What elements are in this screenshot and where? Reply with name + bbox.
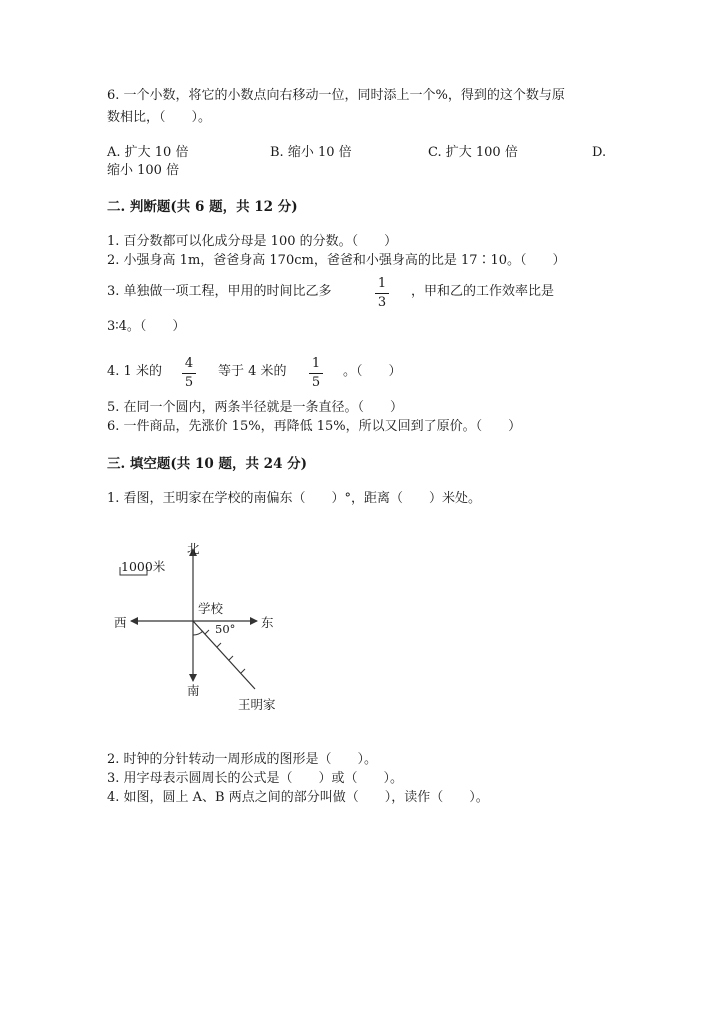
fill-q2: 2. 时钟的分针转动一周形成的图形是（ ）。 bbox=[107, 752, 378, 767]
fraction-denominator: 3 bbox=[377, 295, 387, 310]
judge-q6: 6. 一件商品，先涨价 15%，再降低 15%，所以又回到了原价。（ ） bbox=[107, 419, 522, 434]
fraction-denominator: 5 bbox=[311, 375, 321, 390]
judge-q4-fraction-2 bbox=[308, 356, 324, 391]
distance-ticks bbox=[205, 630, 245, 673]
fill-q4: 4. 如图，圆上 A、B 两点之间的部分叫做（ ），读作（ ）。 bbox=[107, 790, 489, 805]
judge-q4-before: 4. 1 米的 bbox=[107, 364, 162, 379]
fraction-bar bbox=[182, 373, 196, 374]
judge-q4-fraction-1 bbox=[181, 356, 197, 391]
fraction-denominator: 5 bbox=[184, 375, 194, 390]
fraction-bar bbox=[309, 373, 323, 374]
school-label: 学校 bbox=[198, 601, 224, 616]
q6-stem-line2: 数相比，（ ）。 bbox=[107, 110, 212, 125]
south-label: 南 bbox=[187, 683, 200, 698]
home-label: 王明家 bbox=[238, 697, 276, 712]
fill-q1: 1. 看图，王明家在学校的南偏东（ ）°，距离（ ）米处。 bbox=[107, 491, 482, 506]
scale-label: 1000米 bbox=[121, 559, 166, 574]
fraction-numerator: 1 bbox=[377, 276, 387, 291]
judge-q4-after: 。（ ） bbox=[343, 364, 402, 379]
judge-q3-fraction bbox=[374, 276, 390, 311]
north-label: 北 bbox=[187, 541, 200, 556]
fraction-numerator: 1 bbox=[311, 356, 321, 371]
q6-option-b[interactable]: B. 缩小 10 倍 bbox=[270, 145, 352, 160]
fraction-bar bbox=[375, 293, 389, 294]
fill-q3: 3. 用字母表示圆周长的公式是（ ）或（ ）。 bbox=[107, 771, 404, 786]
judge-q3-before: 3. 单独做一项工程，甲用的时间比乙多 bbox=[107, 284, 332, 299]
judge-q4-middle: 等于 4 米的 bbox=[218, 364, 287, 379]
section2-heading: 二. 判断题(共 6 题，共 12 分) bbox=[107, 199, 298, 215]
q6-stem-line1: 6. 一个小数，将它的小数点向右移动一位，同时添上一个%，得到的这个数与原 bbox=[107, 88, 565, 103]
judge-q5: 5. 在同一个圆内，两条半径就是一条直径。（ ） bbox=[107, 400, 404, 415]
east-label: 东 bbox=[261, 615, 274, 630]
west-label: 西 bbox=[114, 615, 127, 630]
angle-arc bbox=[193, 631, 203, 635]
angle-label: 50° bbox=[215, 622, 236, 636]
judge-q3-after: ，甲和乙的工作效率比是 bbox=[411, 284, 555, 299]
section3-heading: 三. 填空题(共 10 题，共 24 分) bbox=[107, 456, 308, 472]
judge-q2: 2. 小强身高 1m，爸爸身高 170cm，爸爸和小强身高的比是 17∶10。（ ） bbox=[107, 253, 566, 268]
judge-q3-line2: 3∶4。（ ） bbox=[107, 319, 186, 334]
q6-option-c[interactable]: C. 扩大 100 倍 bbox=[428, 145, 518, 160]
q6-option-a[interactable]: A. 扩大 10 倍 bbox=[107, 145, 189, 160]
direction-diagram bbox=[107, 535, 297, 715]
fraction-numerator: 4 bbox=[184, 356, 194, 371]
q6-option-d-prefix[interactable]: D. bbox=[592, 145, 607, 160]
judge-q1: 1. 百分数都可以化成分母是 100 的分数。（ ） bbox=[107, 234, 398, 249]
q6-option-d-text: 缩小 100 倍 bbox=[107, 163, 180, 178]
